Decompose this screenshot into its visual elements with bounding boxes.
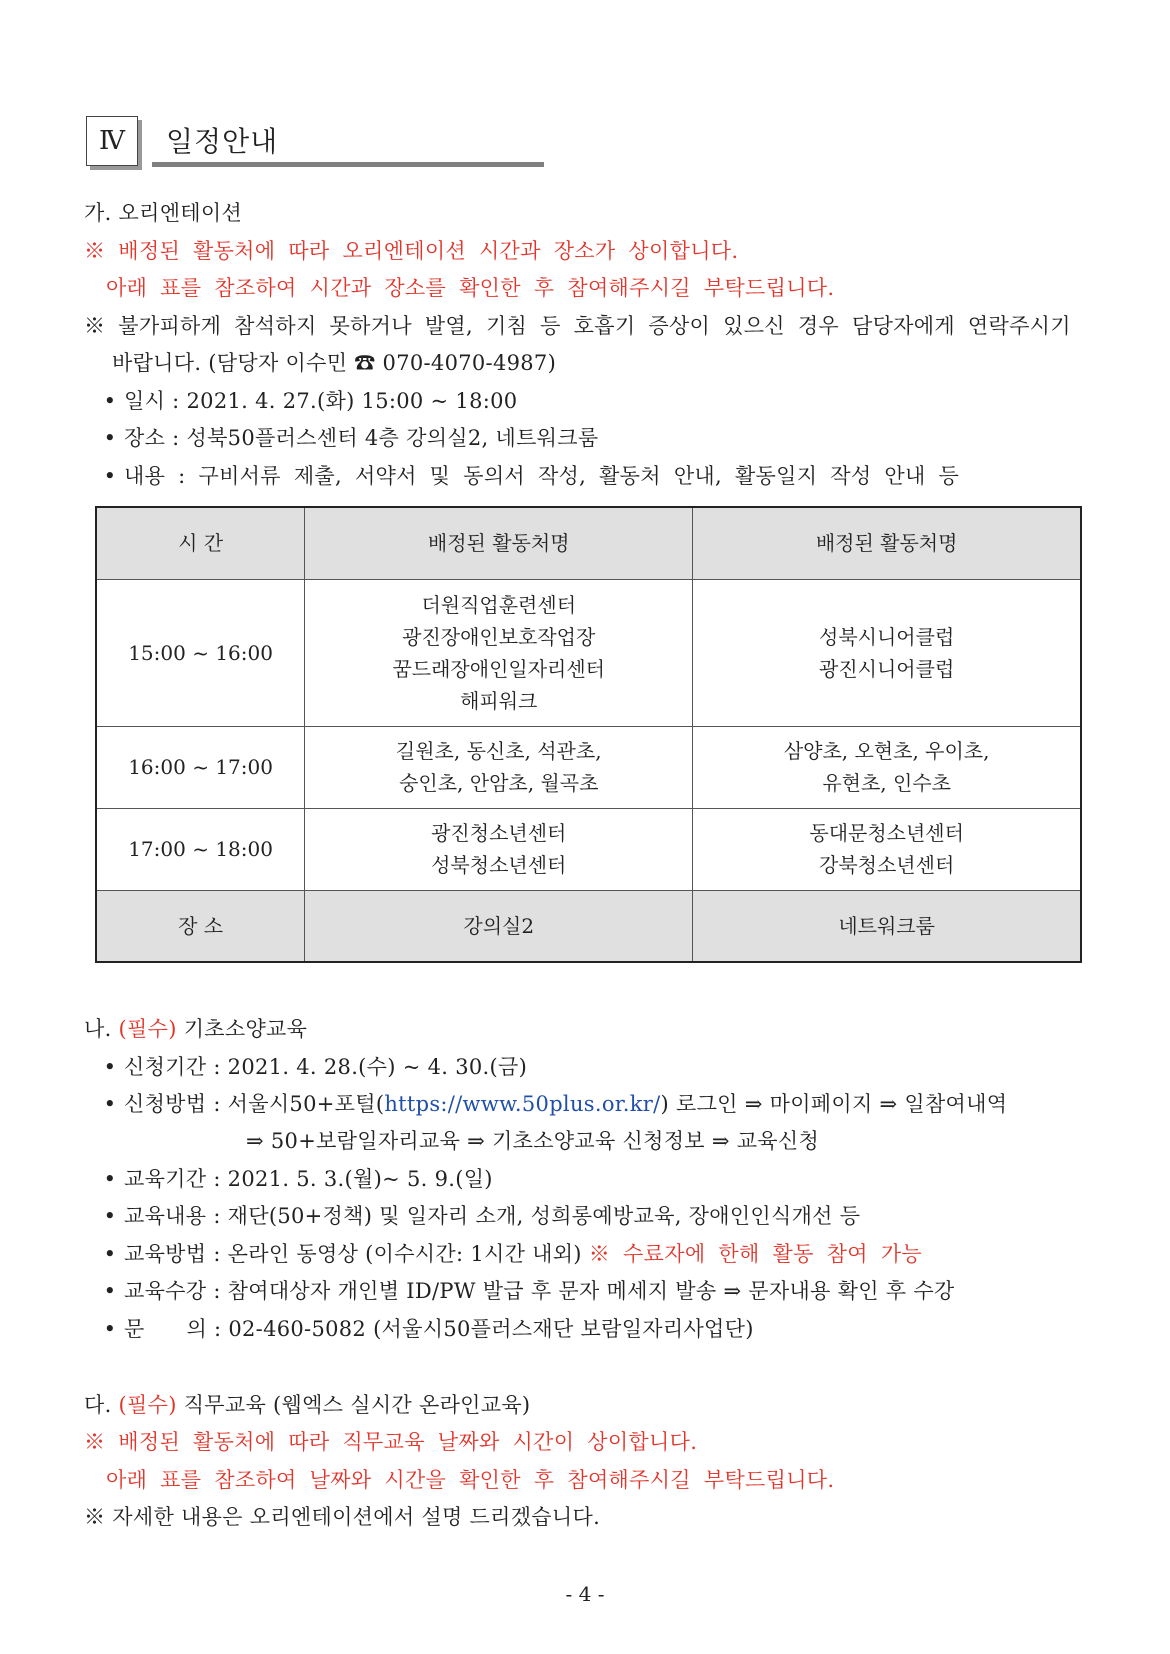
basic-edu-heading xyxy=(84,1014,307,1044)
bullet-text: 교육방법 : 온라인 동영상 (이수시간: 1시간 내외) xyxy=(124,1242,582,1266)
place-name: 더원직업훈련센터 xyxy=(421,592,577,617)
required-tag: (필수) xyxy=(118,1393,177,1417)
place-name: 꿈드래장애인일자리센터 xyxy=(392,656,605,681)
row-places-2 xyxy=(693,726,1081,808)
orientation-notice-4: 바랍니다. (담당자 이수민 ☎ 070-4070-4987) xyxy=(112,351,557,375)
orientation-notice-3: ※ 불가피하게 참석하지 못하거나 발열, 기침 등 호흡기 증상이 있으신 경우 담당자에게 연락주시기 xyxy=(84,314,1071,338)
header-assigned-2: 배정된 활동처명 xyxy=(693,507,1081,579)
completion-note: ※ 수료자에 한해 활동 참여 가능 xyxy=(588,1242,922,1266)
heading-text: 직무교육 (웹엑스 실시간 온라인교육) xyxy=(183,1393,531,1417)
bullet-text: 교육기간 : 2021. 5. 3.(월)~ 5. 9.(일) xyxy=(124,1167,493,1191)
place-name: 유현초, 인수초 xyxy=(822,771,951,795)
row-time: 16:00 ~ 17:00 xyxy=(96,726,305,808)
place-name: 삼양초, 오현초, 우이초, xyxy=(783,739,990,763)
table-row xyxy=(96,579,1081,726)
row-time: 15:00 ~ 16:00 xyxy=(96,579,305,726)
orientation-bullet-place: • 장소 : 성북50플러스센터 4층 강의실2, 네트워크룸 xyxy=(103,426,599,450)
bullet-text: 문 의 : 02-460-5082 (서울시50플러스재단 보람일자리사업단) xyxy=(124,1317,754,1341)
row-places-2 xyxy=(693,808,1081,890)
footer-room-2: 네트워크룸 xyxy=(693,890,1081,962)
section-title: 일정안내 xyxy=(166,125,279,158)
table-row xyxy=(96,726,1081,808)
row-places-2 xyxy=(693,579,1081,726)
basic-edu-bullet-contact: • 문 의 : 02-460-5082 (서울시50플러스재단 보람일자리사업단) xyxy=(103,1317,754,1341)
bullet-text: 장소 : 성북50플러스센터 4층 강의실2, 네트워크룸 xyxy=(124,426,599,450)
basic-edu-bullet-method: • 교육방법 : 온라인 동영상 (이수시간: 1시간 내외) ※ 수료자에 한해 활동 참여 가능 xyxy=(103,1242,922,1266)
row-places-1 xyxy=(305,726,693,808)
row-places-1 xyxy=(305,579,693,726)
orientation-bullet-content: • 내용 : 구비서류 제출, 서약서 및 동의서 작성, 활동처 안내, 활동일지 작성 안내 등 xyxy=(103,464,960,488)
table-header-row xyxy=(96,507,1081,579)
job-edu-notice-1: ※ 배정된 활동처에 따라 직무교육 날짜와 시간이 상이합니다. xyxy=(84,1430,698,1454)
section-header xyxy=(86,116,546,168)
basic-edu-bullet-apply-period: • 신청기간 : 2021. 4. 28.(수) ~ 4. 30.(금) xyxy=(103,1055,528,1079)
required-tag: (필수) xyxy=(118,1017,177,1041)
page-number: - 4 - xyxy=(565,1582,605,1606)
heading-prefix: 나. xyxy=(84,1017,112,1041)
row-places-1 xyxy=(305,808,693,890)
basic-edu-bullet-apply-method: • 신청방법 : 서울시50+포털(https://www.50plus.or.kr/) 로그인 ⇒ 마이페이지 ⇒ 일참여내역 xyxy=(103,1092,1008,1116)
basic-edu-bullet-content: • 교육내용 : 재단(50+정책) 및 일자리 소개, 성희롱예방교육, 장애인인식개선 등 xyxy=(103,1204,861,1228)
table-row xyxy=(96,808,1081,890)
basic-edu-bullet-period: • 교육기간 : 2021. 5. 3.(월)~ 5. 9.(일) xyxy=(103,1167,493,1191)
portal-link[interactable]: https://www.50plus.or.kr/ xyxy=(384,1092,661,1116)
place-name: 길원초, 동신초, 석관초, xyxy=(395,739,602,763)
place-name: 동대문청소년센터 xyxy=(809,821,964,845)
bullet-text: ) 로그인 ⇒ 마이페이지 ⇒ 일참여내역 xyxy=(660,1092,1008,1116)
header-assigned-1: 배정된 활동처명 xyxy=(305,507,693,579)
orientation-bullet-date: • 일시 : 2021. 4. 27.(화) 15:00 ~ 18:00 xyxy=(103,389,518,413)
place-name: 숭인초, 안암초, 월곡초 xyxy=(399,771,599,795)
bullet-text: 내용 : 구비서류 제출, 서약서 및 동의서 작성, 활동처 안내, 활동일지 작성 안내 등 xyxy=(124,464,960,488)
table-footer-row xyxy=(96,890,1081,962)
section-number-box: Ⅳ xyxy=(86,116,138,166)
orientation-notice-1: ※ 배정된 활동처에 따라 오리엔테이션 시간과 장소가 상이합니다. xyxy=(84,239,739,263)
footer-room-1: 강의실2 xyxy=(305,890,693,962)
place-name: 광진청소년센터 xyxy=(431,821,567,845)
bullet-text: 교육수강 : 참여대상자 개인별 ID/PW 발급 후 문자 메세지 발송 ⇒ 문자내용 확인 후 수강 xyxy=(124,1279,955,1303)
header-time: 시 간 xyxy=(96,507,305,579)
footer-label: 장 소 xyxy=(96,890,305,962)
bullet-text: 신청방법 : 서울시50+포털( xyxy=(124,1092,385,1116)
basic-edu-bullet-attend: • 교육수강 : 참여대상자 개인별 ID/PW 발급 후 문자 메세지 발송 ⇒ 문자내용 확인 후 수강 xyxy=(103,1279,955,1303)
orientation-schedule-table xyxy=(95,506,1082,963)
orientation-heading: 가. 오리엔테이션 xyxy=(84,201,243,225)
heading-prefix: 다. xyxy=(84,1393,112,1417)
bullet-text: 일시 : 2021. 4. 27.(화) 15:00 ~ 18:00 xyxy=(124,389,518,413)
section-underline xyxy=(152,162,544,167)
bullet-text: 교육내용 : 재단(50+정책) 및 일자리 소개, 성희롱예방교육, 장애인인식개선 등 xyxy=(124,1204,861,1228)
job-edu-heading xyxy=(84,1390,530,1420)
place-name: 광진장애인보호작업장 xyxy=(402,624,596,649)
job-edu-notice-3: ※ 자세한 내용은 오리엔테이션에서 설명 드리겠습니다. xyxy=(84,1505,601,1529)
basic-edu-apply-method-cont: ⇒ 50+보람일자리교육 ⇒ 기초소양교육 신청정보 ⇒ 교육신청 xyxy=(246,1129,820,1153)
heading-text: 기초소양교육 xyxy=(183,1017,308,1041)
place-name: 강북청소년센터 xyxy=(819,853,955,877)
bullet-text: 신청기간 : 2021. 4. 28.(수) ~ 4. 30.(금) xyxy=(124,1055,528,1079)
place-name: 해피워크 xyxy=(460,688,538,713)
place-name: 성북시니어클럽 xyxy=(819,624,955,649)
orientation-notice-2: 아래 표를 참조하여 시간과 장소를 확인한 후 참여해주시길 부탁드립니다. xyxy=(106,276,835,300)
place-name: 광진시니어클럽 xyxy=(819,656,955,681)
place-name: 성북청소년센터 xyxy=(431,853,567,877)
row-time: 17:00 ~ 18:00 xyxy=(96,808,305,890)
job-edu-notice-2: 아래 표를 참조하여 날짜와 시간을 확인한 후 참여해주시길 부탁드립니다. xyxy=(106,1468,835,1492)
